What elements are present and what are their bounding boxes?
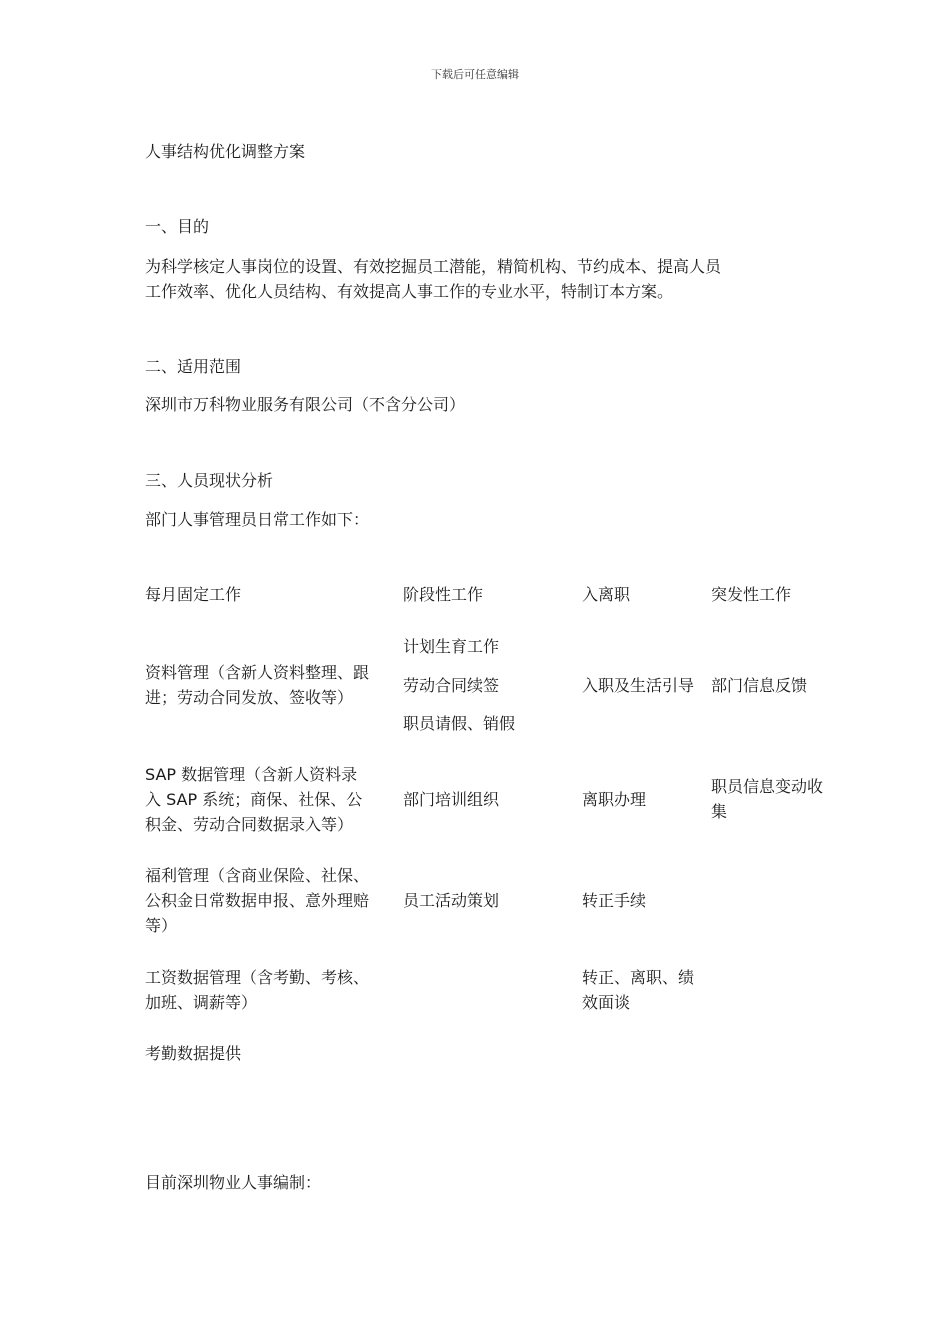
table-cell: 福利管理（含商业保险、社保、: [145, 866, 370, 885]
page-header-note: 下载后可任意编辑: [431, 68, 519, 81]
section-2-body: 深圳市万科物业服务有限公司（不含分公司）: [145, 395, 466, 414]
table-cell: 离职办理: [582, 790, 647, 809]
table-header-emergency: 突发性工作: [711, 585, 792, 604]
section-1-line-2: 工作效率、优化人员结构、有效提高人事工作的专业水平，特制订本方案。: [145, 282, 674, 301]
table-cell: 加班、调薪等）: [145, 993, 258, 1012]
table-cell: 等）: [145, 916, 178, 935]
table-cell: 积金、劳动合同数据录入等）: [145, 815, 354, 834]
table-cell: 考勤数据提供: [145, 1044, 242, 1063]
table-header-monthly: 每月固定工作: [145, 585, 242, 604]
document-title: 人事结构优化调整方案: [145, 142, 306, 161]
table-cell: 部门信息反馈: [711, 676, 808, 695]
table-header-periodic: 阶段性工作: [403, 585, 484, 604]
section-3-intro: 部门人事管理员日常工作如下：: [145, 510, 370, 529]
table-cell: 资料管理（含新人资料整理、跟: [145, 663, 370, 682]
table-cell: 转正手续: [582, 891, 647, 910]
table-cell: 入 SAP 系统；商保、社保、公: [145, 790, 363, 809]
section-1-heading: 一、目的: [145, 217, 210, 236]
table-cell: 效面谈: [582, 993, 631, 1012]
staffing-line: 目前深圳物业人事编制：: [145, 1173, 322, 1192]
table-cell: 员工活动策划: [403, 891, 500, 910]
table-cell: 工资数据管理（含考勤、考核、: [145, 968, 370, 987]
section-3-heading: 三、人员现状分析: [145, 471, 274, 490]
table-cell: 职员信息变动收: [711, 777, 824, 796]
table-cell: 劳动合同续签: [403, 676, 500, 695]
table-cell: 公积金日常数据申报、意外理赔: [145, 891, 370, 910]
table-cell: 部门培训组织: [403, 790, 500, 809]
table-cell: 集: [711, 802, 728, 821]
table-header-onboarding: 入离职: [582, 585, 631, 604]
table-cell: SAP 数据管理（含新人资料录: [145, 765, 358, 784]
table-cell: 进；劳动合同发放、签收等）: [145, 688, 354, 707]
section-1-line-1: 为科学核定人事岗位的设置、有效挖掘员工潜能，精简机构、节约成本、提高人员: [145, 257, 722, 276]
table-cell: 计划生育工作: [403, 637, 500, 656]
section-2-heading: 二、适用范围: [145, 357, 242, 376]
table-cell: 职员请假、销假: [403, 714, 516, 733]
table-cell: 入职及生活引导: [582, 676, 695, 695]
table-cell: 转正、离职、绩: [582, 968, 695, 987]
